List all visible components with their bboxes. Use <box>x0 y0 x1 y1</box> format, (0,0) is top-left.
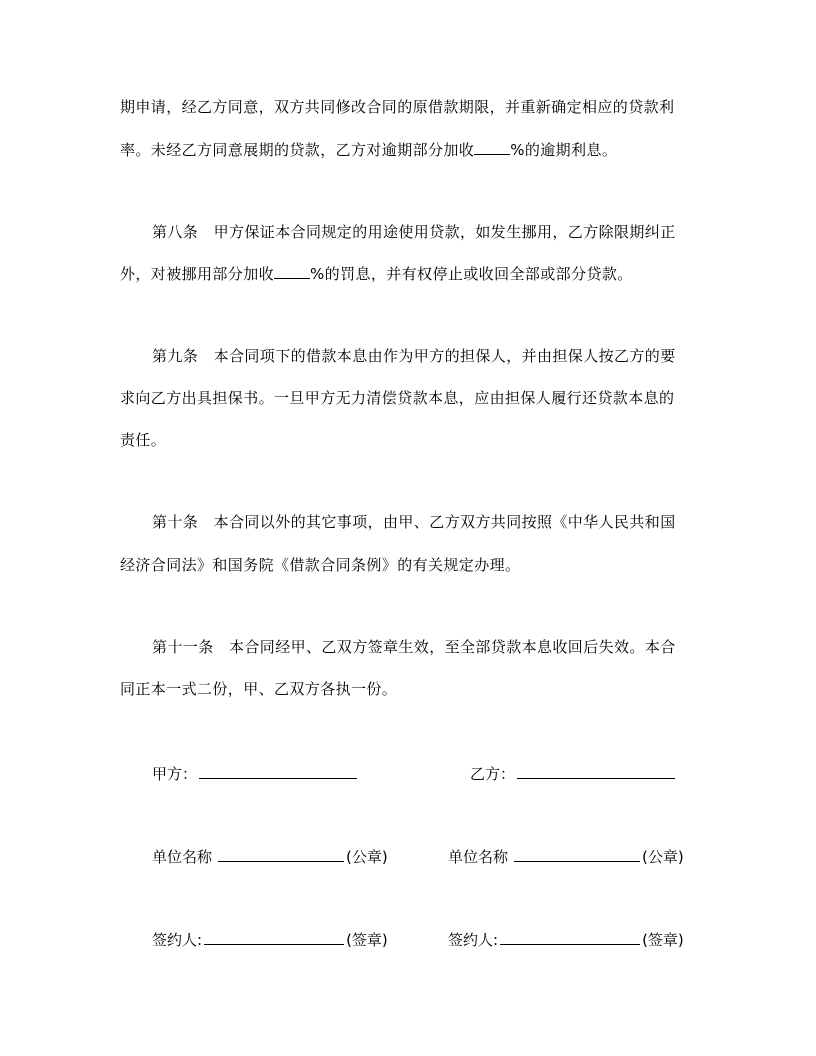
org-name-b-label: 单位名称 <box>448 848 509 866</box>
p9-line2: 求向乙方出具担保书。一旦甲方无力清偿贷款本息，应由担保人履行还贷款本息的 <box>120 389 675 407</box>
p8-line2-post: %的罚息，并有权停止或收回全部或部分贷款。 <box>310 265 633 283</box>
p7-line2-pre: 率。未经乙方同意展期的贷款，乙方对逾期部分加收 <box>120 141 475 159</box>
p9-line1: 第九条 本合同项下的借款本息由作为甲方的担保人，并由担保人按乙方的要 <box>152 347 676 365</box>
p8-line2-pre: 外，对被挪用部分加收 <box>120 265 275 283</box>
p10-line1: 第十条 本合同以外的其它事项，由甲、乙方双方共同按照《中华人民共和国 <box>152 513 676 531</box>
penalty-rate-blank <box>274 264 310 279</box>
p8-line2 <box>120 264 633 284</box>
signer-a-field[interactable] <box>204 928 344 945</box>
party-b-line <box>470 762 675 784</box>
org-seal-b-label: (公章) <box>642 848 684 866</box>
p11-line1: 第十一条 本合同经甲、乙双方签章生效，至全部贷款本息收回后失效。本合 <box>152 638 676 656</box>
p7-line1: 期申请，经乙方同意，双方共同修改合同的原借款期限，并重新确定相应的贷款利 <box>120 98 675 116</box>
org-name-a-field[interactable] <box>218 845 344 862</box>
party-b-field[interactable] <box>517 762 675 779</box>
org-name-a-label: 单位名称 <box>152 848 213 866</box>
signer-b-field[interactable] <box>500 928 640 945</box>
org-name-a-line <box>152 845 388 867</box>
signer-a-line <box>152 928 388 950</box>
p10-line2: 经济合同法》和国务院《借款合同条例》的有关规定办理。 <box>120 556 521 574</box>
p7-line2 <box>120 140 617 160</box>
party-a-field[interactable] <box>199 762 357 779</box>
signer-seal-a-label: (签章) <box>346 931 388 949</box>
p11-line2: 同正本一式二份，甲、乙双方各执一份。 <box>120 680 398 698</box>
overdue-rate-blank <box>474 140 510 155</box>
party-b-label: 乙方： <box>470 765 516 783</box>
party-a-line <box>152 762 357 784</box>
org-name-b-line <box>448 845 684 867</box>
signer-b-label: 签约人: <box>448 931 499 949</box>
signer-a-label: 签约人: <box>152 931 203 949</box>
party-a-label: 甲方： <box>152 765 198 783</box>
org-seal-a-label: (公章) <box>346 848 388 866</box>
p8-line1: 第八条 甲方保证本合同规定的用途使用贷款，如发生挪用，乙方除限期纠正 <box>152 223 676 241</box>
signer-seal-b-label: (签章) <box>642 931 684 949</box>
org-name-b-field[interactable] <box>514 845 640 862</box>
p9-line3: 责任。 <box>120 431 167 449</box>
p7-line2-post: %的逾期利息。 <box>510 141 618 159</box>
signer-b-line <box>448 928 684 950</box>
